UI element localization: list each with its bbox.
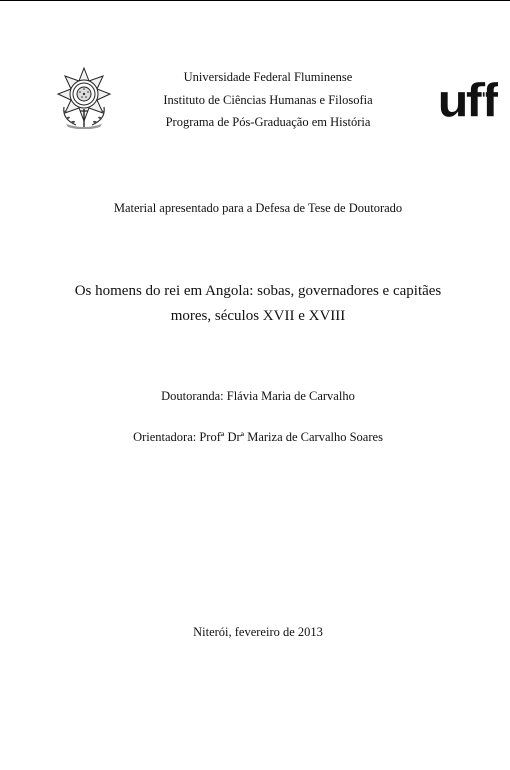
thesis-title-line-2: mores, séculos XVII e XVIII xyxy=(170,308,346,324)
place-and-date: Niterói, fevereiro de 2013 xyxy=(193,625,323,639)
institute-name: Instituto de Ciências Humanas e Filosofia xyxy=(163,92,373,107)
thesis-title-line-1: Os homens do rei em Angola: sobas, governadores e capitães xyxy=(74,283,442,299)
uff-logo-text: uff xyxy=(436,75,498,125)
program-name: Programa de Pós-Graduação em História xyxy=(165,115,371,129)
top-border-line xyxy=(0,0,510,1)
uff-logo-icon xyxy=(436,75,498,125)
university-name: Universidade Federal Fluminense xyxy=(183,70,353,84)
author-line: Doutoranda: Flávia Maria de Carvalho xyxy=(161,389,355,403)
advisor-line: Orientadora: Profª Drª Mariza de Carvalho Soares xyxy=(133,430,383,444)
document-subtitle: Material apresentado para a Defesa de Tese de Doutorado xyxy=(113,201,403,215)
institution-header xyxy=(110,66,426,134)
brazil-coat-of-arms-icon xyxy=(56,67,112,129)
thesis-title xyxy=(60,279,456,329)
